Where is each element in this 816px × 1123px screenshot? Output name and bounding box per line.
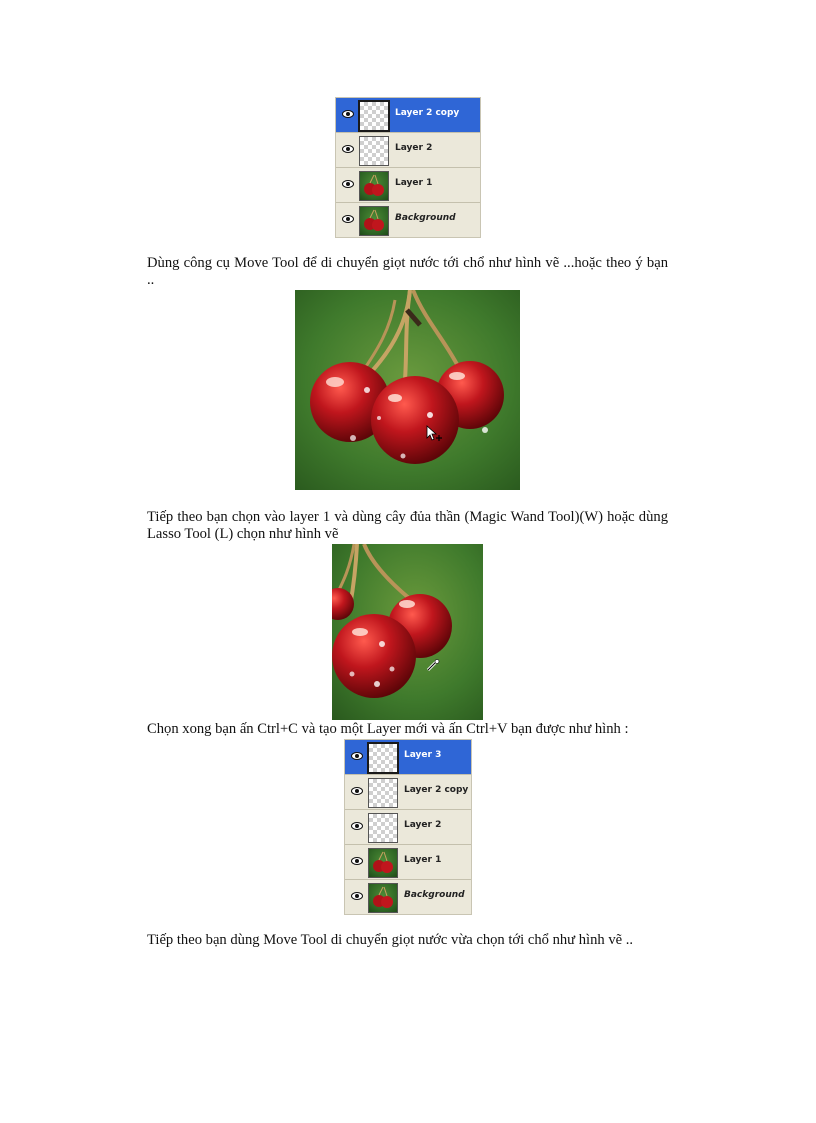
layers-palette-2 [344,739,472,915]
layers-palette-1 [335,97,481,238]
layer-thumbnail [367,742,399,774]
layer-name: Background [395,213,456,223]
layer-name: Layer 1 [395,178,433,188]
layer-thumbnail [359,171,389,201]
eye-icon[interactable] [351,822,363,830]
layer-thumbnail [359,136,389,166]
layer-name: Layer 3 [404,750,442,760]
eye-icon[interactable] [342,215,354,223]
cherry-illustration [295,290,520,490]
layer-row[interactable] [345,775,471,810]
layer-thumbnail [368,848,398,878]
layer-row[interactable] [336,203,480,237]
layer-thumbnail [368,778,398,808]
layer-row[interactable] [336,168,480,203]
layer-name: Layer 2 copy [404,785,469,795]
layer-row[interactable] [345,845,471,880]
cherry-photo-2 [332,544,483,720]
layer-thumbnail [368,883,398,913]
layer-row[interactable] [345,810,471,845]
layer-name: Background [404,890,465,900]
layer-row[interactable] [336,133,480,168]
eye-icon[interactable] [351,892,363,900]
layer-row[interactable] [336,98,480,133]
paragraph-move-drop: Tiếp theo bạn dùng Move Tool di chuyển giọt nước vừa chọn tới chổ như hình vẽ .. [147,932,634,948]
eye-icon[interactable] [342,180,354,188]
eye-icon[interactable] [342,110,354,118]
paragraph-copy-paste: Chọn xong bạn ấn Ctrl+C và tạo một Layer mới và ấn Ctrl+V bạn được như hình : [147,721,629,737]
layer-row[interactable] [345,880,471,914]
paragraph-magic-wand: Tiếp theo bạn chọn vào layer 1 và dùng cây đủa thần (Magic Wand Tool)(W) hoặc dùng Lasso Tool (L) chọn như hình vẽ [147,509,668,542]
layer-name: Layer 1 [404,855,442,865]
paragraph-move-tool: Dùng công cụ Move Tool để di chuyển giọt nước tới chổ như hình vẽ ...hoặc theo ý bạn .. [147,255,668,288]
cherry-illustration [332,544,483,720]
layer-thumbnail [359,206,389,236]
eye-icon[interactable] [351,787,363,795]
eye-icon[interactable] [342,145,354,153]
layer-row[interactable] [345,740,471,775]
layer-thumbnail [358,100,390,132]
layer-name: Layer 2 [404,820,442,830]
layer-name: Layer 2 copy [395,108,460,118]
eye-icon[interactable] [351,752,363,760]
cherry-photo-1 [295,290,520,490]
layer-name: Layer 2 [395,143,433,153]
layer-thumbnail [368,813,398,843]
eye-icon[interactable] [351,857,363,865]
